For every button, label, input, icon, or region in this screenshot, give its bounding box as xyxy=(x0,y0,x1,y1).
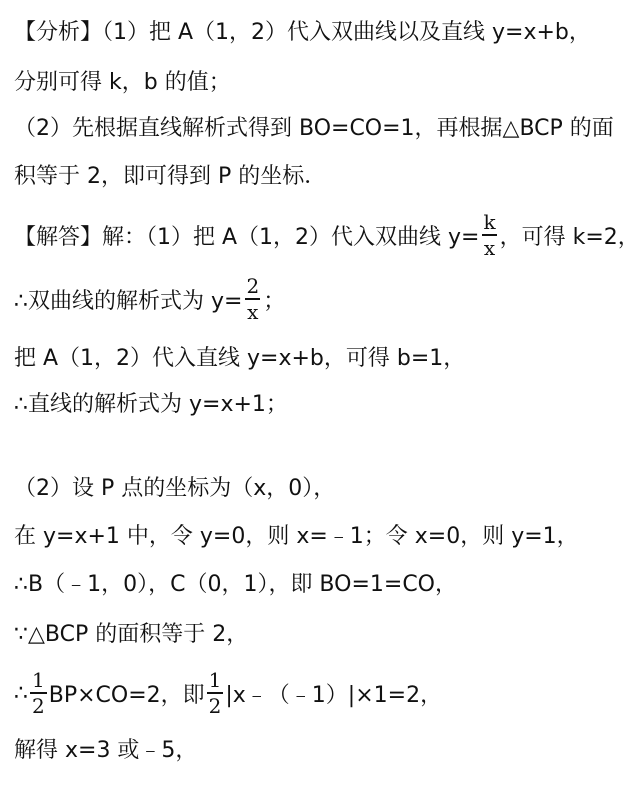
solution-line-3: 把 A（1，2）代入直线 y=x+b，可得 b=1， xyxy=(14,345,466,371)
solution-line-10: 解得 x=3 或﹣5， xyxy=(14,737,198,763)
solution-line-7: ∴B（﹣1，0），C（0，1），即 BO=1=CO， xyxy=(14,571,457,597)
analysis-line-1: 【分析】（1）把 A（1，2）代入双曲线以及直线 y=x+b， xyxy=(14,19,591,45)
solution-line-1: 【解答】解：（1）把 A（1，2）代入双曲线 y= $\frac{k}{x}$ ，可得 k=2， xyxy=(14,210,640,260)
solution-line-5: （2）设 P 点的坐标为（x，0）， xyxy=(14,475,336,501)
solution-line-6: 在 y=x+1 中，令 y=0，则 x=﹣1；令 x=0，则 y=1， xyxy=(14,523,579,549)
analysis-line-2: 分别可得 k，b 的值； xyxy=(14,69,231,95)
fraction-one-half: $\frac{1}{2}$ xyxy=(32,668,45,718)
solution-line-9: ∴ $\frac{1}{2}$ BP×CO=2，即 $\frac{1}{2}$ |x﹣（﹣1）|×1=2， xyxy=(14,668,443,718)
analysis-line-3: （2）先根据直线解析式得到 BO=CO=1，再根据△BCP 的面 xyxy=(14,115,614,141)
solution-line-8: ∵△BCP 的面积等于 2， xyxy=(14,621,249,647)
fraction-k-over-x: $\frac{k}{x}$ xyxy=(483,210,496,260)
fraction-2-over-x: $\frac{2}{x}$ xyxy=(246,274,260,324)
analysis-line-4: 积等于 2，即可得到 P 的坐标． xyxy=(14,163,327,189)
fraction-one-half-2: $\frac{1}{2}$ xyxy=(208,668,222,718)
solution-line-4: ∴直线的解析式为 y=x+1； xyxy=(14,391,288,417)
solution-line-2: ∴双曲线的解析式为 y= $\frac{2}{x}$ ； xyxy=(14,274,286,324)
